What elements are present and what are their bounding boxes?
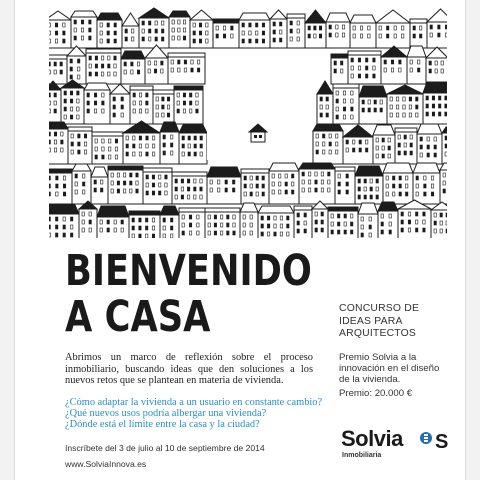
question-item: ¿Dónde está el límite entre la casa y la ciudad?: [65, 419, 260, 431]
contest-info: [339, 303, 463, 399]
prize-line: de la vivienda.: [339, 373, 401, 385]
contest-title-line: CONCURSO DE: [339, 303, 420, 314]
solvia-mark-icon: [419, 429, 459, 453]
prize-line: innovación en el diseño: [339, 362, 440, 374]
prize-description: [339, 352, 463, 386]
website-link[interactable]: www.SolviaInnova.es: [65, 459, 147, 469]
headline-line-1: BIENVENIDO: [65, 246, 312, 296]
logo-subtitle: Inmobiliaria: [342, 452, 382, 459]
registration-dates: Inscríbete del 3 de julio al 10 de septiembre de 2014: [65, 443, 265, 453]
registration-info: [65, 443, 315, 470]
logo-mark-letter: S: [435, 431, 449, 453]
headline: [65, 246, 312, 342]
intro-paragraph: Abrimos un marco de reflexión sobre el proceso inmobiliario, buscando ideas que den soluciones a los nuevos retos que se plantean en materia de vivienda.: [65, 352, 313, 386]
question-item: ¿Cómo adaptar la vivienda a un usuario en constante cambio?: [65, 397, 323, 408]
town-illustration: [49, 6, 447, 238]
logo-name: Solvia: [341, 426, 403, 451]
contest-title-line: ARQUITECTOS: [339, 328, 417, 339]
contest-title: [339, 303, 463, 341]
contest-title-line: IDEAS PARA: [339, 315, 403, 327]
solvia-logo: [341, 426, 459, 466]
town-drawing: [49, 6, 447, 238]
poster: [14, 0, 466, 480]
prize-amount: Premio: 20.000 €: [339, 388, 413, 400]
question-list: [65, 397, 323, 431]
buildings-group: [49, 8, 447, 238]
headline-line-2: A CASA: [65, 292, 211, 342]
prize-line: Premio Solvia a la: [339, 351, 417, 363]
question-item: ¿Qué nuevos usos podría albergar una vivienda?: [65, 408, 267, 420]
